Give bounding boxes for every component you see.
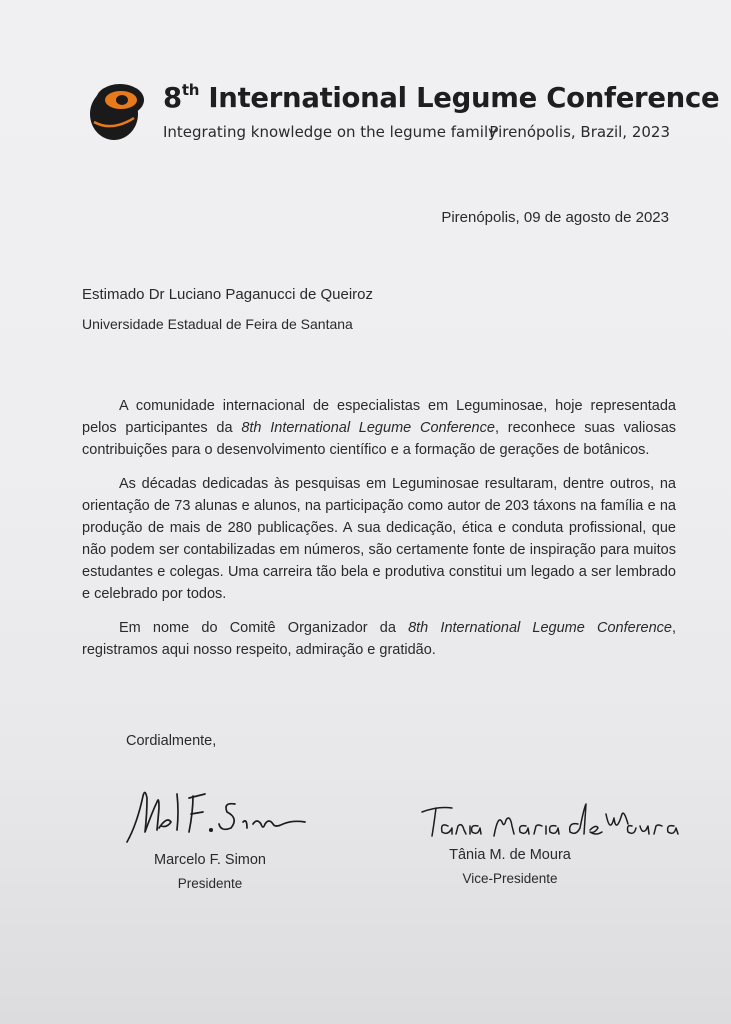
salutation: Estimado Dr Luciano Paganucci de Queiroz <box>82 286 373 303</box>
signatory-name: Marcelo F. Simon <box>153 852 266 868</box>
letter-date: Pirenópolis, 09 de agosto de 2023 <box>441 209 669 226</box>
recipient-institution: Universidade Estadual de Feira de Santana <box>82 316 353 332</box>
signatory-name: Tânia M. de Moura <box>449 847 571 863</box>
letter-body <box>82 395 676 661</box>
paragraph-1: A comunidade internacional de especialistas em Leguminosae, hoje representada pelos participantes da 8th International Legume Conference, reconhece suas valiosas contribuições para o desenvolvimento científico e a formação de gerações de botânicos. <box>82 398 677 458</box>
conference-title: 8th International Legume Conference <box>163 80 720 114</box>
paragraph-2: As décadas dedicadas às pesquisas em Leguminosae resultaram, dentre outros, na orientação de 73 alunas e alunos, na participação como autor de 203 táxons na família e na produção de mais de 280 publicações. A sua dedicação, ética e conduta profissional, que não podem ser contabilizadas em números, são certamente fonte de inspiração para muitos estudantes e colegas. Uma carreira tão bela e produtiva constitui um legado a ser lembrado e celebrado por todos. <box>82 476 676 602</box>
conference-subtitle: Integrating knowledge on the legume family <box>163 123 498 141</box>
paragraph-3: Em nome do Comitê Organizador da 8th International Legume Conference, registramos aqui nosso respeito, admiração e gratidão. <box>82 620 676 658</box>
signatory-role: Presidente <box>177 876 243 891</box>
closing: Cordialmente, <box>126 733 217 749</box>
signature-vice-president <box>418 794 688 844</box>
conference-logo-icon <box>84 78 148 142</box>
conference-place-year: Pirenópolis, Brazil, 2023 <box>489 123 670 141</box>
signature-president <box>123 784 308 844</box>
signatory-role: Vice-Presidente <box>462 871 558 886</box>
